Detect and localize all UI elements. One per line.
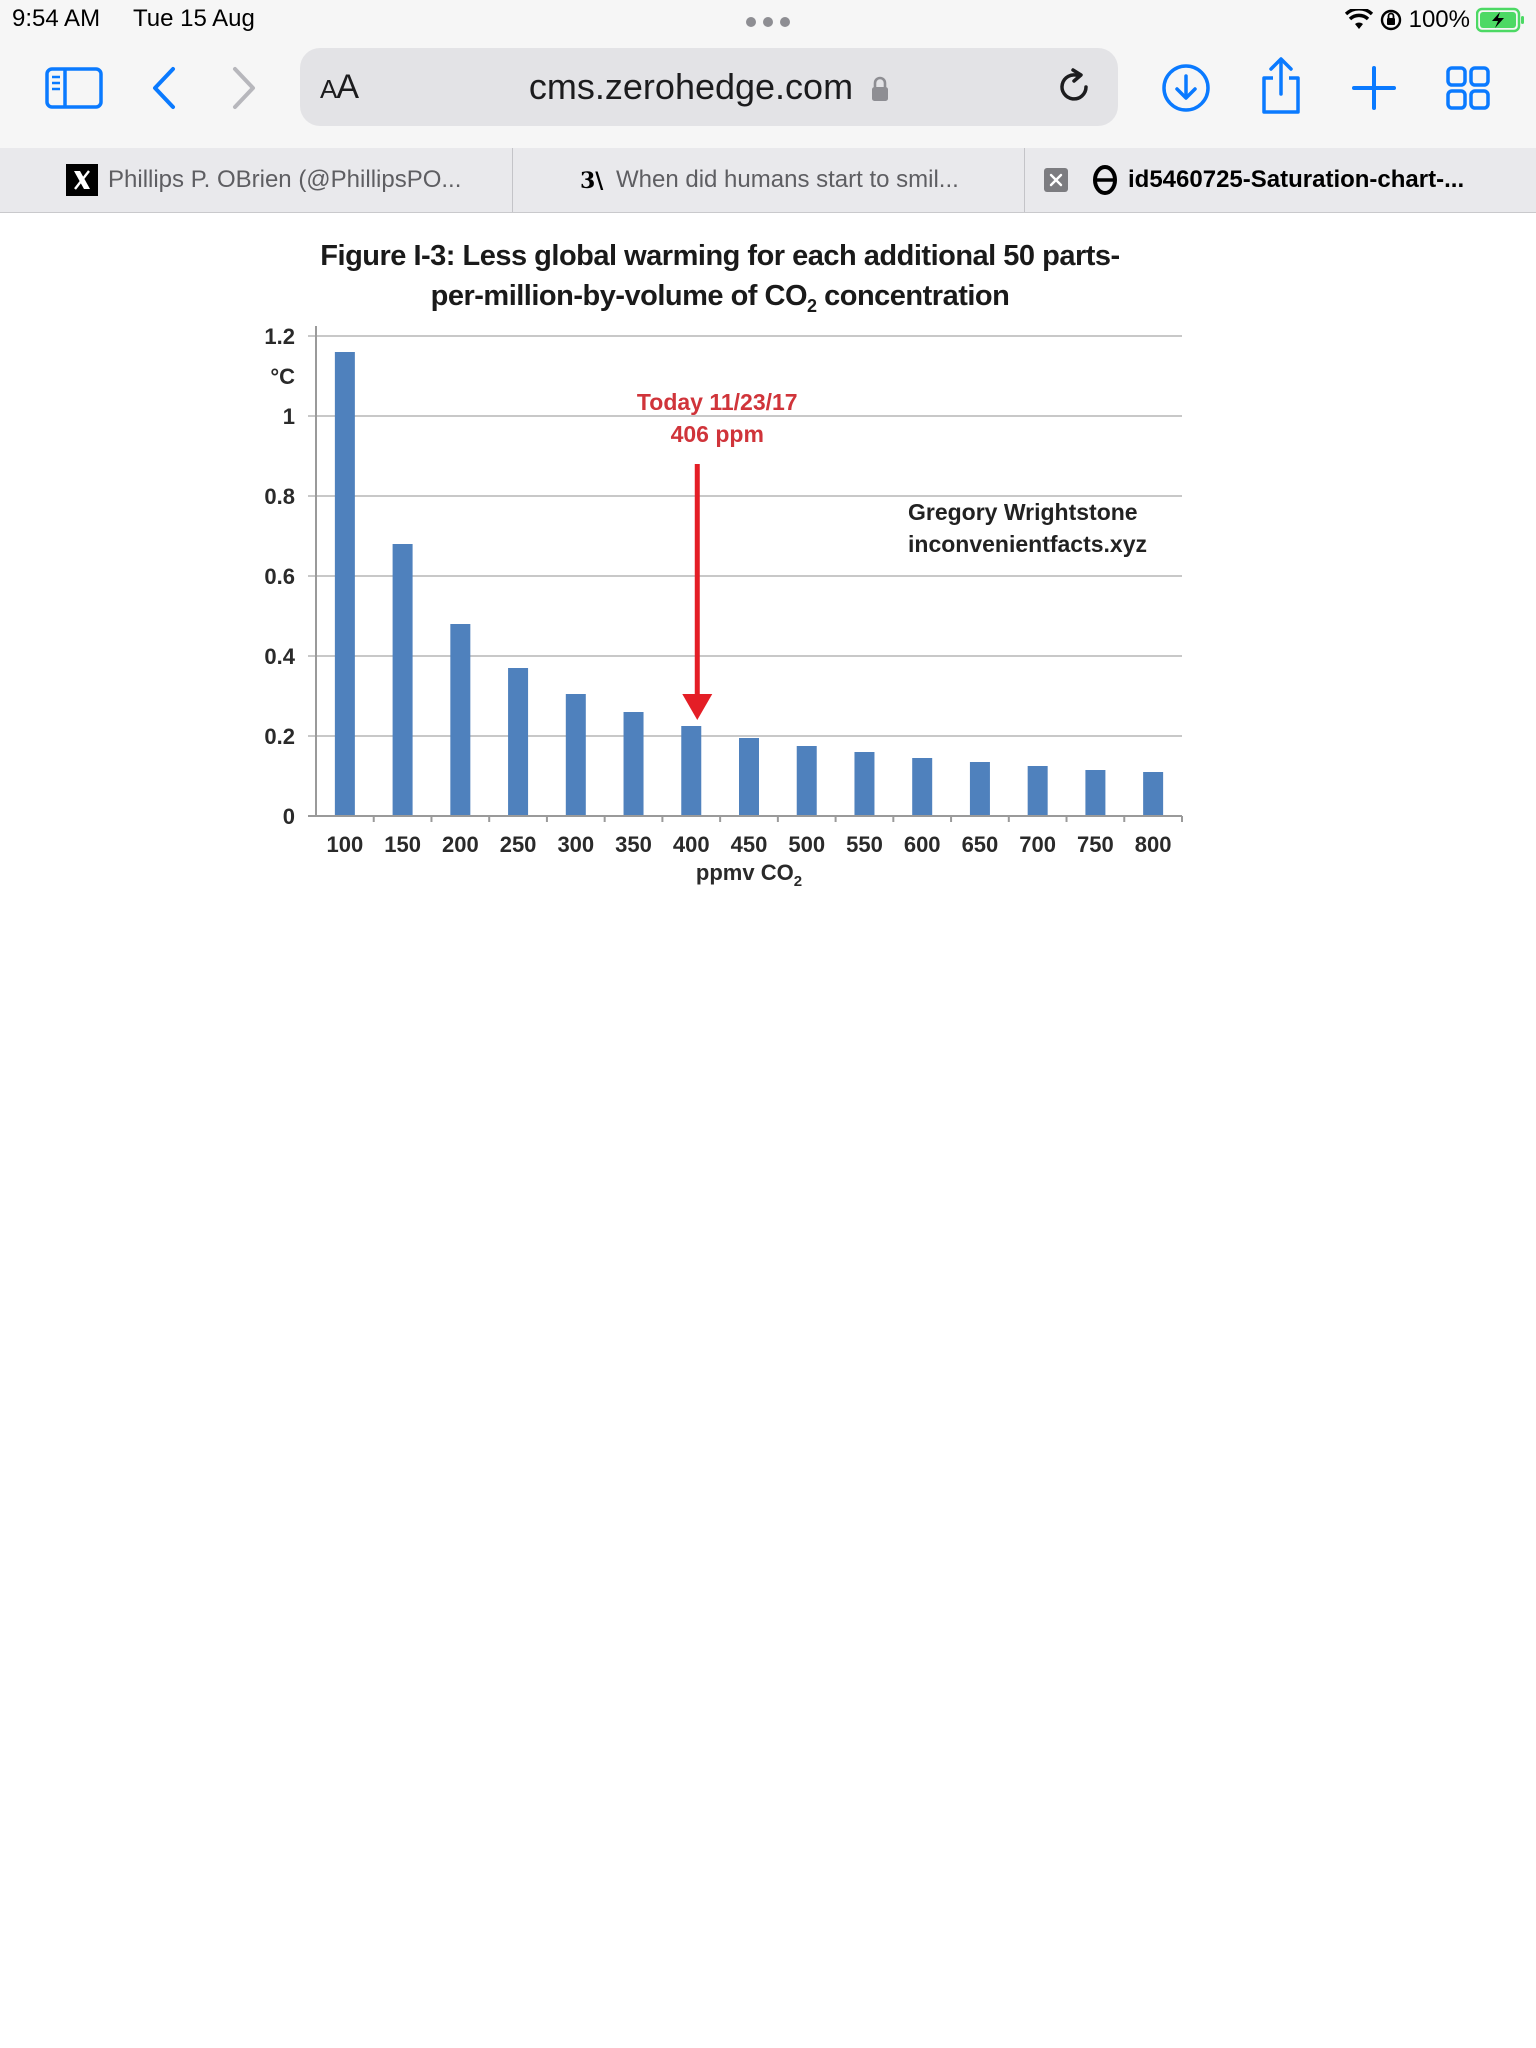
annotation-arrow-head — [682, 694, 712, 720]
bar-450 — [739, 738, 759, 816]
status-time: 9:54 AM — [12, 5, 101, 32]
sidebar-icon[interactable] — [44, 64, 104, 112]
credit-author: Gregory Wrightstone — [908, 499, 1138, 525]
x-tick-label: 200 — [441, 832, 479, 857]
address-bar[interactable] — [300, 48, 1118, 126]
bar-350 — [624, 712, 644, 816]
browser-toolbar — [0, 40, 1536, 148]
annotation-ppm: 406 ppm — [670, 421, 764, 447]
bar-750 — [1085, 770, 1105, 816]
url-field[interactable] — [300, 66, 1118, 108]
bar-700 — [1028, 766, 1048, 816]
y-tick-label: 0.4 — [264, 644, 295, 669]
tab-overview-icon[interactable] — [1444, 64, 1492, 112]
site-logo-icon — [580, 168, 606, 192]
bar-chart — [240, 228, 1200, 908]
y-axis-label: °C — [270, 364, 295, 389]
tab-divider — [1024, 148, 1025, 212]
bar-250 — [508, 668, 528, 816]
x-tick-label: 350 — [615, 832, 652, 857]
tab-label: Phillips P. OBrien (@PhillipsPO... — [108, 166, 462, 193]
zerohedge-logo-icon — [1092, 164, 1118, 196]
x-tick-label: 650 — [961, 832, 999, 857]
multitasking-dots-icon[interactable] — [745, 16, 791, 28]
x-tick-label: 600 — [903, 832, 941, 857]
tab-phillips-obrien[interactable] — [66, 148, 506, 212]
battery-percent: 100% — [1408, 6, 1470, 33]
x-axis-label: ppmv $CO_2$ — [695, 860, 803, 890]
status-indicators — [1345, 4, 1526, 36]
bar-500 — [797, 746, 817, 816]
x-tick-label: 800 — [1134, 832, 1172, 857]
lock-icon — [871, 76, 889, 102]
tab-label: id5460725-Saturation-chart-... — [1128, 166, 1465, 193]
y-tick-label: 1.2 — [264, 324, 295, 349]
x-tick-label: 100 — [326, 832, 364, 857]
bar-600 — [912, 758, 932, 816]
tab-bar — [0, 148, 1536, 213]
bar-800 — [1143, 772, 1163, 816]
status-bar — [0, 0, 1536, 40]
wifi-icon — [1345, 9, 1373, 31]
close-tab-icon[interactable] — [1044, 168, 1068, 192]
bar-200 — [450, 624, 470, 816]
x-tick-label: 150 — [384, 832, 421, 857]
annotation-date: Today 11/23/17 — [636, 389, 798, 415]
orientation-lock-icon — [1379, 8, 1403, 32]
tab-saturation-chart[interactable] — [1044, 148, 1534, 212]
reload-icon[interactable] — [1054, 65, 1096, 109]
y-tick-label: 0.8 — [264, 484, 295, 509]
tab-label: When did humans start to smil... — [616, 166, 959, 193]
bar-100 — [335, 352, 355, 816]
x-logo-icon — [66, 164, 98, 196]
bar-400 — [681, 726, 701, 816]
x-tick-label: 450 — [730, 832, 768, 857]
y-tick-label: 0 — [282, 804, 295, 829]
x-tick-label: 500 — [788, 832, 826, 857]
forward-chevron-icon[interactable] — [224, 64, 264, 112]
new-tab-plus-icon[interactable] — [1350, 64, 1398, 112]
downloads-icon[interactable] — [1160, 62, 1212, 114]
reader-options-button[interactable]: AA — [320, 68, 359, 106]
svg-text:3\: 3\ — [580, 168, 604, 192]
x-tick-label: 750 — [1077, 832, 1114, 857]
bar-300 — [566, 694, 586, 816]
y-tick-label: 0.6 — [264, 564, 295, 589]
bar-150 — [393, 544, 413, 816]
credit-site: inconvenientfacts.xyz — [908, 531, 1148, 557]
status-date: Tue 15 Aug — [133, 5, 255, 32]
tab-divider — [512, 148, 513, 212]
x-tick-label: 300 — [557, 832, 595, 857]
bar-650 — [970, 762, 990, 816]
x-tick-label: 550 — [846, 832, 883, 857]
y-tick-label: 0.2 — [264, 724, 295, 749]
chart-image — [240, 228, 1200, 908]
y-tick-label: 1 — [282, 404, 295, 429]
bar-550 — [854, 752, 874, 816]
back-chevron-icon[interactable] — [144, 64, 184, 112]
x-tick-label: 250 — [499, 832, 537, 857]
chart-title-line1: Figure I-3: Less global warming for each additional 50 parts- — [320, 240, 1120, 272]
battery-charging-icon — [1476, 7, 1526, 33]
url-text: cms.zerohedge.com — [528, 66, 854, 107]
share-icon[interactable] — [1256, 56, 1306, 116]
chart-title-line2: per-million-by-volume of $CO_2$ concentration — [430, 280, 1010, 316]
x-tick-label: 700 — [1019, 832, 1057, 857]
x-tick-label: 400 — [672, 832, 710, 857]
tab-humans-smile[interactable] — [580, 148, 1020, 212]
